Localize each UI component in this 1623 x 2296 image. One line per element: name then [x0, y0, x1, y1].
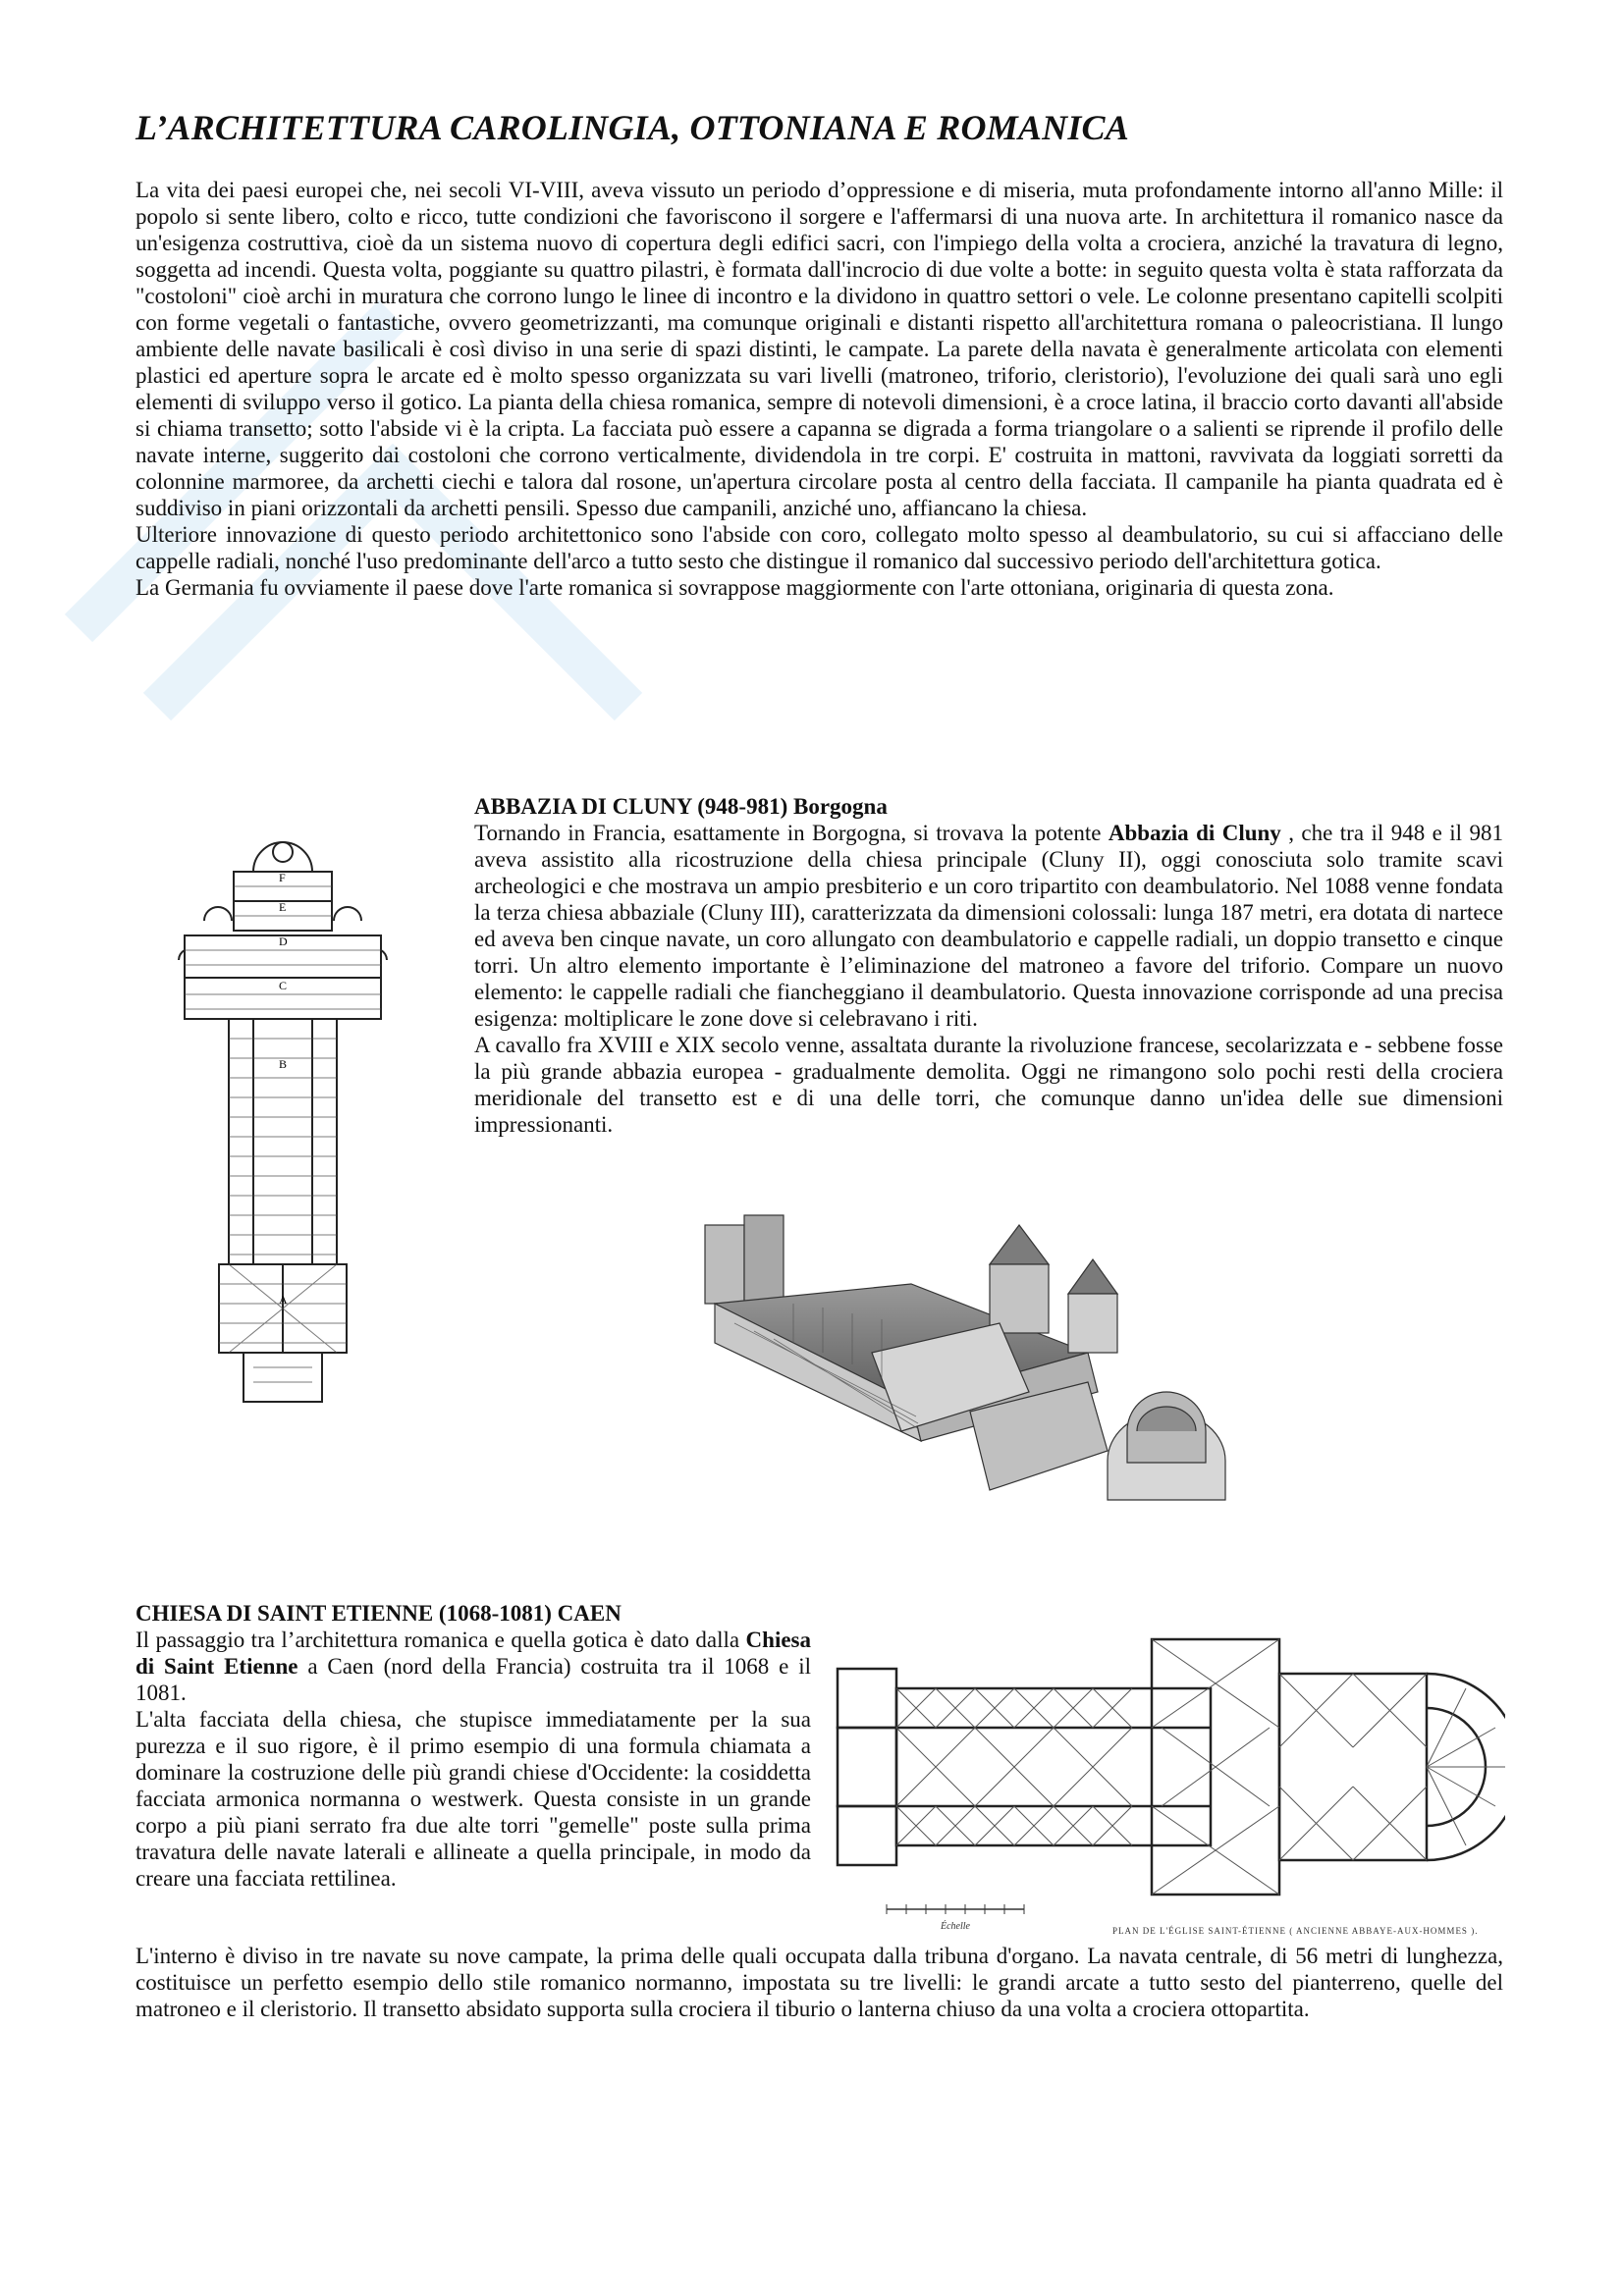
intro-paragraph: La vita dei paesi europei che, nei secoli VI-VIII, aveva vissuto un periodo d’oppressione e di miseria, muta profondamente intorno all'anno Mille: il popolo si sente libero, colto e ricco, tutte condizioni che favoriscono il sorgere e l'affermarsi di una nuova arte. In architettura il romanico nasce da un'esigenza costruttiva, cioè da un sistema nuovo di copertura degli edifici sacri, con l'impiego della volta a crociera, anziché la travatura di legno, soggetta ad incendi. Questa volta, poggiante su quattro pilastri, è formata dall'incrocio di due volte a botte: in seguito questa volta è stata rafforzata da "costoloni" cioè archi in muratura che corrono lungo le linee di incontro e la dividono in quattro settori o vele. Le colonne presentano capitelli scolpiti con forme vegetali o fantastiche, ovvero geometrizzanti, ma comunque originali e distanti rispetto all'architettura romana o paleocristiana. Il lungo ambiente delle navate basilicali è così diviso in una serie di spazi distinti, le campate. La parete della navata è generalmente articolata con elementi plastici ed aperture sopra le arcate ed è molto spesso organizzata su vari livelli (matroneo, triforio, cleristorio), l'evoluzione dei quali sarà uno egli elementi di sviluppo verso il gotico. La pianta della chiesa romanica, sempre di notevoli dimensioni, è a croce latina, il braccio corto davanti all'abside si chiama transetto; sotto l'abside vi è la cripta. La facciata può essere a capanna se digrada a forma triangolare o a salienti se riprende il profilo delle navate interne, suggerito dai costoloni che corrono verticalmente, dividendola in tre corpi. E' costruita in mattoni, ravvivata da loggiati sorretti da colonnine marmoree, da archetti ciechi e talora dal rosone, un'apertura circolare posta al centro della facciata. Il campanile ha pianta quadrata ed è suddiviso in piani orizzontali da archetti pensili. Spesso due campanili, anziché uno, affiancano la chiesa.: [135, 178, 1503, 520]
plan-letter: D: [279, 934, 288, 948]
plan-letter: F: [279, 871, 286, 884]
etienne-floor-plan-image: [828, 1629, 1505, 1953]
etienne-bold-name: Chiesa di Saint Etienne: [135, 1628, 811, 1679]
intro-paragraph: La Germania fu ovviamente il paese dove l'arte romanica si sovrappose maggiormente con l'arte ottoniana, originaria di questa zona.: [135, 575, 1334, 600]
etienne-paragraph: Il passaggio tra l’architettura romanica e quella gotica è dato dalla Chiesa di Saint Etienne a Caen (nord della Francia) costruita tra il 1068 e il 1081.: [135, 1628, 811, 1705]
etienne-paragraph: L'alta facciata della chiesa, che stupisce immediatamente per la sua purezza e il suo rigore, è il primo esempio di una formula chiamata a dominare la costruzione delle più grandi chiese d'Occidente: la cosiddetta facciata armonica normanna o westwerk. Questa consiste in un grande corpo a più piani serrato fra due alte torri "gemelle" poste sulla prima travatura delle navate laterali e allineate a quella principale, in modo da creare una facciata rettilinea.: [135, 1707, 811, 1891]
etienne-heading: CHIESA DI SAINT ETIENNE (1068-1081) CAEN: [135, 1601, 622, 1626]
cluny-paragraph: Tornando in Francia, esattamente in Borgogna, si trovava la potente Abbazia di Cluny , che tra il 948 e il 981 aveva assistito alla ricostruzione della chiesa principale (Cluny II), oggi conosciuta solo tramite scavi archeologici e che mostrava un ampio presbiterio e un coro tripartito con deambulatorio. Nel 1088 venne fondata la terza chiesa abbaziale (Cluny III), caratterizzata da dimensioni colossali: lunga 187 metri, era dotata di nartece ed aveva ben cinque navate, un coro allungato con deambulatorio e cappelle radiali, un doppio transetto e cinque torri. Un altro elemento importante è l’eliminazione del matroneo a favore del triforio. Compare un nuovo elemento: le cappelle radiali che fiancheggiano il deambulatorio. Questa innovazione corrisponde ad una precisa esigenza: moltiplicare le zone dove si celebravano i riti.: [474, 821, 1503, 1031]
etienne-continuation: [135, 1943, 1503, 2022]
plan-letter: B: [279, 1057, 288, 1071]
plan-caption: PLAN DE L'ÉGLISE SAINT-ÉTIENNE ( ANCIENNE ABBAYE-AUX-HOMMES ).: [1112, 1926, 1479, 1936]
page-title: L’ARCHITETTURA CAROLINGIA, OTTONIANA E ROMANICA: [135, 108, 1129, 147]
plan-letter: E: [279, 900, 287, 914]
etienne-section: [135, 1600, 811, 1892]
cluny-heading: ABBAZIA DI CLUNY (948-981) Borgogna: [474, 794, 888, 819]
intro-paragraph: Ulteriore innovazione di questo periodo architettonico sono l'abside con coro, collegato molto spesso al deambulatorio, su cui si affacciano delle cappelle radiali, nonché l'uso predominante dell'arco a tutto sesto che distingue il romanico dal successivo periodo dell'architettura gotica.: [135, 522, 1503, 573]
cluny-bold-name: Abbazia di Cluny: [1108, 821, 1281, 845]
etienne-paragraph: L'interno è diviso in tre navate su nove campate, la prima delle quali occupata dalla tribuna d'organo. La navata centrale, di 56 metri di lunghezza, costituisce un perfetto esempio dello stile romanico normanno, impostata su tre livelli: le grandi arcate a tutto sesto del pianterreno, quelle del matroneo e il cleristorio. Il transetto absidato supporta sulla crociera il tiburio o lanterna chiuso da una volta a crociera ottopartita.: [135, 1944, 1503, 2021]
plan-letter: A: [279, 1293, 288, 1307]
cluny-paragraph: A cavallo fra XVIII e XIX secolo venne, assaltata durante la rivoluzione francese, secolarizzata e - sebbene fosse la più grande abbazia europea - gradualmente demolita. Oggi ne rimangono solo pochi resti della crociera meridionale del transetto est e di una delle torri, che comunque danno un'idea delle sue dimensioni impressionanti.: [474, 1033, 1503, 1137]
cluny-floor-plan-image: [175, 813, 391, 1412]
cluny-section: [474, 793, 1503, 1138]
intro-section: [135, 177, 1503, 601]
plan-letter: C: [279, 979, 288, 992]
cluny-3d-reconstruction-image: [676, 1205, 1245, 1539]
plan-scale-label: Échelle: [941, 1921, 970, 1932]
